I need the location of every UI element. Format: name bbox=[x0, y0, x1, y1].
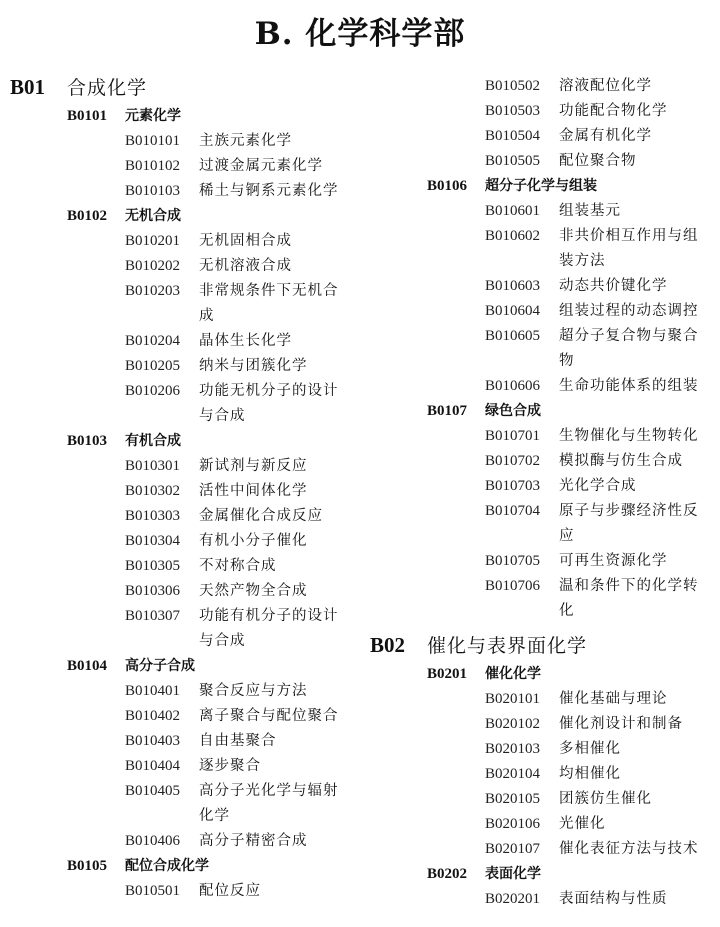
item-code: B010204 bbox=[125, 333, 181, 349]
subcategory-heading bbox=[10, 429, 360, 454]
list-item bbox=[370, 324, 715, 374]
item-code: B010101 bbox=[125, 133, 181, 149]
subcategory-name: 高分子合成 bbox=[125, 658, 195, 674]
list-item bbox=[370, 837, 715, 862]
item-code: B010302 bbox=[125, 483, 181, 499]
list-item bbox=[370, 887, 715, 912]
list-item bbox=[370, 149, 715, 174]
item-name: 逐步聚合 bbox=[199, 758, 261, 774]
item-code: B010403 bbox=[125, 733, 181, 749]
subcategory-code: B0104 bbox=[67, 658, 108, 674]
list-item bbox=[370, 812, 715, 837]
page-title: B. 化学科学部 bbox=[254, 16, 466, 52]
subcategory-heading bbox=[370, 662, 715, 687]
item-code: B010505 bbox=[485, 153, 541, 169]
list-item bbox=[370, 124, 715, 149]
item-name: 配位反应 bbox=[199, 883, 261, 899]
item-name: 主族元素化学 bbox=[199, 133, 292, 149]
item-code: B010703 bbox=[485, 478, 541, 494]
subcategory-name: 催化化学 bbox=[485, 666, 541, 682]
item-code: B010305 bbox=[125, 558, 181, 574]
item-code: B010301 bbox=[125, 458, 181, 474]
subcategory-heading bbox=[10, 204, 360, 229]
subcategory-name: 超分子化学与组装 bbox=[485, 178, 597, 194]
list-item bbox=[10, 129, 360, 154]
item-code: B010206 bbox=[125, 383, 181, 399]
item-name: 新试剂与新反应 bbox=[199, 458, 308, 474]
item-name: 组装过程的动态调控 bbox=[559, 303, 699, 319]
subcategory-code: B0101 bbox=[67, 108, 108, 124]
item-name: 天然产物全合成 bbox=[199, 583, 308, 599]
area-name: 合成化学 bbox=[67, 77, 148, 99]
subcategory-heading bbox=[10, 654, 360, 679]
item-name: 催化剂设计和制备 bbox=[559, 716, 683, 732]
item-code: B010504 bbox=[485, 128, 541, 144]
item-code: B010603 bbox=[485, 278, 541, 294]
item-code: B010601 bbox=[485, 203, 541, 219]
subcategory-code: B0105 bbox=[67, 858, 108, 874]
area-heading bbox=[10, 70, 360, 104]
list-item bbox=[10, 754, 360, 779]
list-item bbox=[10, 879, 360, 904]
list-item bbox=[10, 329, 360, 354]
item-code: B010203 bbox=[125, 283, 181, 299]
item-code: B010205 bbox=[125, 358, 181, 374]
list-item bbox=[10, 779, 360, 829]
item-code: B010401 bbox=[125, 683, 181, 699]
subcategory-name: 配位合成化学 bbox=[125, 858, 209, 874]
item-name: 组装基元 bbox=[559, 203, 621, 219]
list-item bbox=[10, 679, 360, 704]
area-name: 催化与表界面化学 bbox=[427, 635, 588, 657]
item-code: B010705 bbox=[485, 553, 541, 569]
subcategory-name: 表面化学 bbox=[485, 866, 541, 882]
item-name: 原子与步骤经济性反应 bbox=[559, 503, 699, 544]
list-item bbox=[10, 154, 360, 179]
item-name: 溶液配位化学 bbox=[559, 78, 652, 94]
list-item bbox=[10, 554, 360, 579]
item-code: B020104 bbox=[485, 766, 541, 782]
item-name: 动态共价键化学 bbox=[559, 278, 668, 294]
list-item bbox=[10, 829, 360, 854]
item-name: 可再生资源化学 bbox=[559, 553, 668, 569]
list-item bbox=[10, 254, 360, 279]
list-item bbox=[370, 687, 715, 712]
item-code: B010604 bbox=[485, 303, 541, 319]
list-item bbox=[10, 379, 360, 429]
subcategory-code: B0107 bbox=[427, 403, 468, 419]
list-item bbox=[370, 474, 715, 499]
list-item bbox=[10, 579, 360, 604]
item-name: 功能配合物化学 bbox=[559, 103, 668, 119]
list-item bbox=[10, 729, 360, 754]
item-code: B010706 bbox=[485, 578, 541, 594]
item-code: B010306 bbox=[125, 583, 181, 599]
list-item bbox=[370, 274, 715, 299]
item-name: 表面结构与性质 bbox=[559, 891, 668, 907]
item-name: 非常规条件下无机合成 bbox=[199, 283, 339, 324]
item-code: B010202 bbox=[125, 258, 181, 274]
item-name: 模拟酶与仿生合成 bbox=[559, 453, 683, 469]
item-name: 无机固相合成 bbox=[199, 233, 292, 249]
item-name: 金属催化合成反应 bbox=[199, 508, 323, 524]
item-code: B010406 bbox=[125, 833, 181, 849]
item-name: 高分子光化学与辐射化学 bbox=[199, 783, 339, 824]
item-name: 有机小分子催化 bbox=[199, 533, 308, 549]
item-code: B010602 bbox=[485, 228, 541, 244]
item-name: 不对称合成 bbox=[199, 558, 277, 574]
subcategory-name: 绿色合成 bbox=[485, 403, 541, 419]
area-code: B02 bbox=[370, 633, 406, 657]
item-code: B010201 bbox=[125, 233, 181, 249]
list-item bbox=[10, 454, 360, 479]
list-item bbox=[370, 574, 715, 624]
item-code: B010605 bbox=[485, 328, 541, 344]
item-code: B010303 bbox=[125, 508, 181, 524]
item-name: 生命功能体系的组装 bbox=[559, 378, 699, 394]
list-item bbox=[370, 299, 715, 324]
item-code: B010704 bbox=[485, 503, 541, 519]
list-item bbox=[370, 712, 715, 737]
item-name: 晶体生长化学 bbox=[199, 333, 292, 349]
item-code: B020102 bbox=[485, 716, 541, 732]
subcategory-heading bbox=[10, 854, 360, 879]
list-item bbox=[370, 424, 715, 449]
item-name: 功能有机分子的设计与合成 bbox=[199, 608, 339, 649]
item-code: B010304 bbox=[125, 533, 181, 549]
item-code: B010102 bbox=[125, 158, 181, 174]
list-item bbox=[370, 737, 715, 762]
item-name: 生物催化与生物转化 bbox=[559, 428, 699, 444]
list-item bbox=[370, 787, 715, 812]
item-name: 纳米与团簇化学 bbox=[199, 358, 308, 374]
item-code: B010405 bbox=[125, 783, 181, 799]
list-item bbox=[370, 99, 715, 124]
item-code: B020107 bbox=[485, 841, 541, 857]
right-column bbox=[370, 74, 715, 912]
list-item bbox=[10, 279, 360, 329]
item-code: B010307 bbox=[125, 608, 181, 624]
area-heading bbox=[370, 628, 715, 662]
item-name: 均相催化 bbox=[559, 766, 621, 782]
list-item bbox=[370, 374, 715, 399]
subcategory-code: B0102 bbox=[67, 208, 108, 224]
item-code: B010606 bbox=[485, 378, 541, 394]
item-name: 光化学合成 bbox=[559, 478, 637, 494]
subcategory-heading bbox=[10, 104, 360, 129]
item-code: B010701 bbox=[485, 428, 541, 444]
area-code: B01 bbox=[10, 75, 46, 99]
item-name: 超分子复合物与聚合物 bbox=[559, 328, 699, 369]
item-name: 活性中间体化学 bbox=[199, 483, 308, 499]
list-item bbox=[370, 224, 715, 274]
subcategory-code: B0201 bbox=[427, 666, 468, 682]
item-code: B020101 bbox=[485, 691, 541, 707]
subcategory-name: 无机合成 bbox=[125, 208, 181, 224]
item-name: 过渡金属元素化学 bbox=[199, 158, 323, 174]
item-name: 催化表征方法与技术 bbox=[559, 841, 699, 857]
subcategory-heading bbox=[370, 174, 715, 199]
list-item bbox=[10, 604, 360, 654]
subcategory-heading bbox=[370, 399, 715, 424]
item-name: 团簇仿生催化 bbox=[559, 791, 652, 807]
subcategory-heading bbox=[370, 862, 715, 887]
item-name: 光催化 bbox=[559, 816, 606, 832]
item-name: 功能无机分子的设计与合成 bbox=[199, 383, 339, 424]
subcategory-name: 元素化学 bbox=[125, 108, 181, 124]
item-name: 聚合反应与方法 bbox=[199, 683, 308, 699]
list-item bbox=[370, 74, 715, 99]
list-item bbox=[10, 229, 360, 254]
item-code: B020106 bbox=[485, 816, 541, 832]
item-code: B010103 bbox=[125, 183, 181, 199]
item-name: 配位聚合物 bbox=[559, 153, 637, 169]
subcategory-code: B0103 bbox=[67, 433, 108, 449]
left-column bbox=[10, 70, 360, 904]
item-name: 非共价相互作用与组装方法 bbox=[559, 228, 699, 269]
subcategory-code: B0202 bbox=[427, 866, 468, 882]
item-name: 自由基聚合 bbox=[199, 733, 277, 749]
item-code: B010502 bbox=[485, 78, 541, 94]
item-code: B010404 bbox=[125, 758, 181, 774]
item-name: 高分子精密合成 bbox=[199, 833, 308, 849]
list-item bbox=[10, 179, 360, 204]
list-item bbox=[10, 479, 360, 504]
list-item bbox=[370, 449, 715, 474]
item-code: B010501 bbox=[125, 883, 181, 899]
item-name: 多相催化 bbox=[559, 741, 621, 757]
item-code: B010503 bbox=[485, 103, 541, 119]
list-item bbox=[370, 499, 715, 549]
list-item bbox=[10, 529, 360, 554]
item-name: 稀土与锕系元素化学 bbox=[199, 183, 339, 199]
subcategory-code: B0106 bbox=[427, 178, 468, 194]
item-name: 金属有机化学 bbox=[559, 128, 652, 144]
subcategory-name: 有机合成 bbox=[125, 433, 181, 449]
item-code: B010702 bbox=[485, 453, 541, 469]
list-item bbox=[10, 354, 360, 379]
item-code: B020105 bbox=[485, 791, 541, 807]
list-item bbox=[370, 199, 715, 224]
item-name: 离子聚合与配位聚合 bbox=[199, 708, 339, 724]
item-code: B020103 bbox=[485, 741, 541, 757]
item-name: 温和条件下的化学转化 bbox=[559, 578, 699, 619]
item-code: B020201 bbox=[485, 891, 541, 907]
list-item bbox=[10, 704, 360, 729]
item-code: B010402 bbox=[125, 708, 181, 724]
list-item bbox=[370, 762, 715, 787]
item-name: 催化基础与理论 bbox=[559, 691, 668, 707]
list-item bbox=[10, 504, 360, 529]
list-item bbox=[370, 549, 715, 574]
item-name: 无机溶液合成 bbox=[199, 258, 292, 274]
